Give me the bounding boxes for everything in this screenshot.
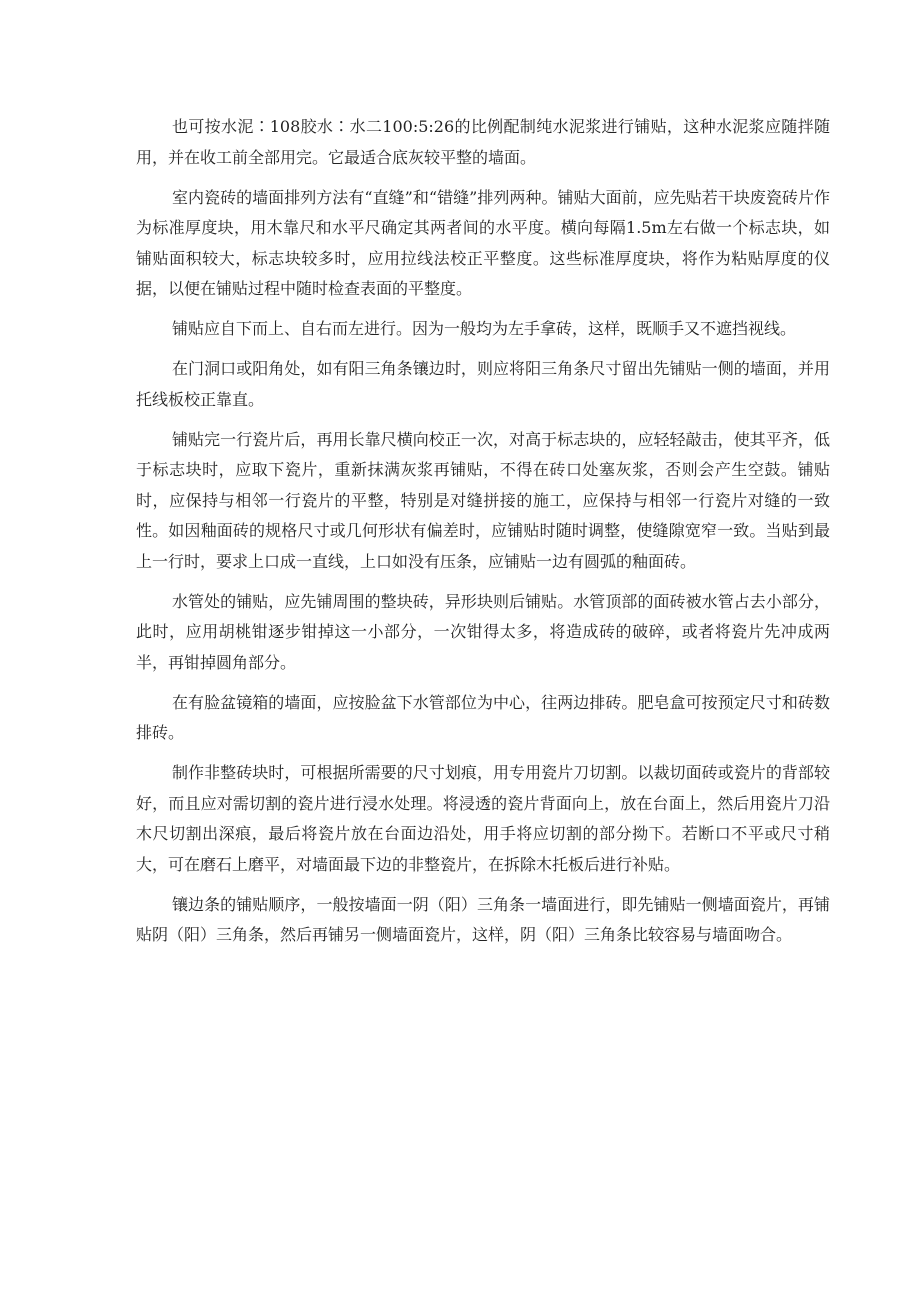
paragraph-cutting-tiles: 制作非整砖块时，可根据所需要的尺寸划痕，用专用瓷片刀切割。以裁切面砖或瓷片的背部较好，而且应对需切割的瓷片进行浸水处理。将浸透的瓷片背面向上，放在台面上，然后用瓷片刀沿木尺切割出深痕，最后将瓷片放在台面边沿处，用手将应切割的部分拗下。若断口不平或尺寸稍大，可在磨石上磨平，对墙面最下边的非整瓷片，在拆除木托板后进行补贴。 — [136, 763, 830, 874]
paragraph-edge-strips: 镶边条的铺贴顺序，一般按墙面一阴（阳）三角条一墙面进行，即先铺贴一侧墙面瓷片，再铺贴阴（阳）三角条，然后再铺另一侧墙面瓷片，这样，阴（阳）三角条比较容易与墙面吻合。 — [136, 894, 830, 944]
paragraph-row-alignment: 铺贴完一行瓷片后，再用长靠尺横向校正一次，对高于标志块的，应轻轻敲击，使其平齐，低于标志块时，应取下瓷片，重新抹满灰浆再铺贴，不得在砖口处塞灰浆，否则会产生空鼓。铺贴时，应保持与相邻一行瓷片的平整，特别是对缝拼接的施工，应保持与相邻一行瓷片对缝的一致性。如因釉面砖的规格尺寸或几何形状有偏差时，应铺贴时随时调整，使缝隙宽窄一致。当贴到最上一行时，要求上口成一直线，上口如没有压条，应铺贴一边有圆弧的釉面砖。 — [136, 429, 830, 571]
paragraph-laying-order: 铺贴应自下而上、自右而左进行。因为一般均为左手拿砖，这样，既顺手又不遮挡视线。 — [172, 319, 797, 338]
paragraph-cement-paste: 也可按水泥∶108胶水∶水二100:5:26的比例配制纯水泥浆进行铺贴，这种水泥浆应随拌随用，并在收工前全部用完。它最适合底灰较平整的墙面。 — [136, 117, 830, 167]
paragraph-tile-arrangement: 室内瓷砖的墙面排列方法有“直缝”和“错缝”排列两种。铺贴大面前，应先贴若干块废瓷砖片作为标准厚度块，用木靠尺和水平尺确定其两者间的水平度。横向每隔1.5m左右做一个标志块，如铺贴面积较大，标志块较多时，应用拉线法校正平整度。这些标准厚度块，将作为粘贴厚度的仪据，以便在铺贴过程中随时检查表面的平整度。 — [136, 187, 830, 298]
paragraph-door-corner: 在门洞口或阳角处，如有阳三角条镶边时，则应将阳三角条尺寸留出先铺贴一侧的墙面，并用托线板校正靠直。 — [136, 359, 830, 409]
paragraph-washbasin-wall: 在有脸盆镜箱的墙面，应按脸盆下水管部位为中心，往两边排砖。肥皂盒可按预定尺寸和砖数排砖。 — [136, 692, 830, 742]
paragraph-water-pipe: 水管处的铺贴，应先铺周围的整块砖，异形块则后铺贴。水管顶部的面砖被水管占去小部分，此时，应用胡桃钳逐步钳掉这一小部分，一次钳得太多，将造成砖的破碎，或者将瓷片先冲成两半，再钳掉圆角部分。 — [136, 591, 830, 672]
